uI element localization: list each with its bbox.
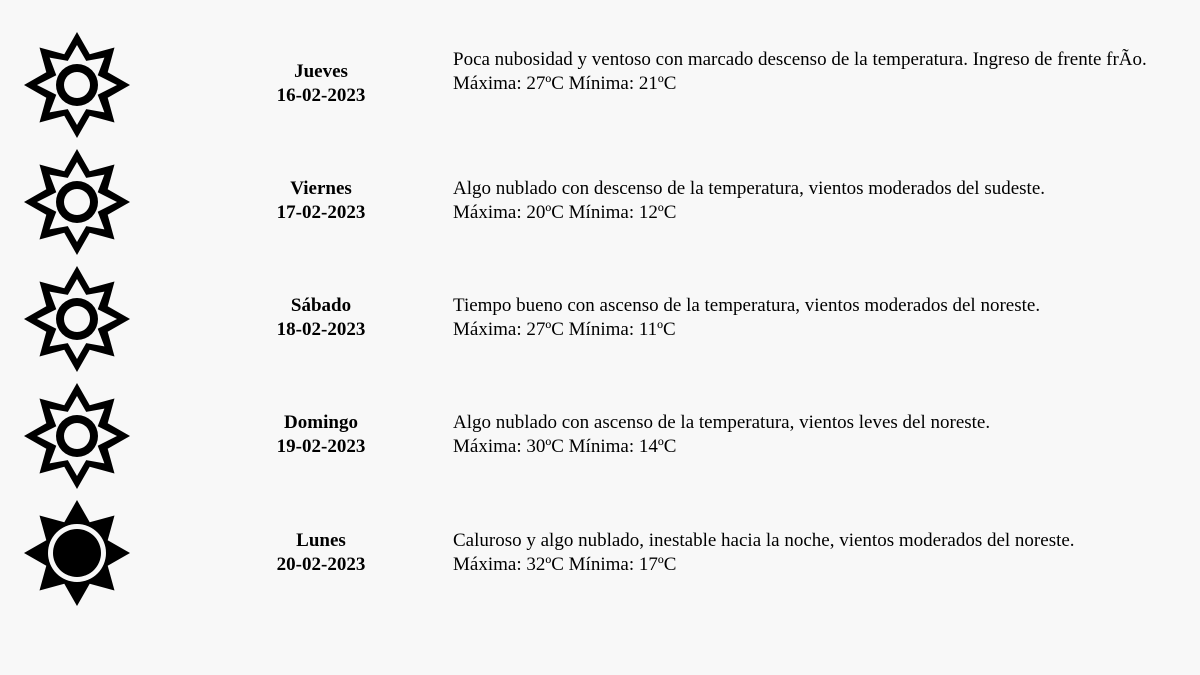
day-date: 16-02-2023	[276, 85, 366, 106]
forecast-day-row	[0, 30, 1200, 147]
day-temperatures: Máxima: 27ºC Mínima: 11ºC	[453, 319, 676, 340]
day-description-block	[453, 177, 1200, 225]
day-name: Sábado	[290, 295, 352, 316]
sun-outline-icon	[22, 381, 132, 491]
day-name: Jueves	[294, 61, 348, 82]
sun-outline-icon	[22, 147, 132, 257]
day-description-block	[453, 411, 1200, 459]
sun-outline-icon	[22, 264, 132, 374]
day-name: Domingo	[284, 412, 358, 433]
day-description: Poca nubosidad y ventoso con marcado descenso de la temperatura. Ingreso de frente frÃo.	[453, 49, 1147, 70]
day-date-block	[240, 411, 402, 459]
forecast-day-row	[0, 147, 1200, 264]
day-date-block	[240, 60, 402, 108]
day-temperatures: Máxima: 32ºC Mínima: 17ºC	[453, 554, 677, 575]
day-date-block	[240, 177, 402, 225]
day-description: Tiempo bueno con ascenso de la temperatura, vientos moderados del noreste.	[453, 295, 1041, 316]
day-temperatures: Máxima: 30ºC Mínima: 14ºC	[453, 436, 677, 457]
day-temperatures: Máxima: 20ºC Mínima: 12ºC	[453, 202, 677, 223]
sun-outline-icon	[22, 30, 132, 140]
sun-filled-icon	[22, 498, 132, 608]
forecast-day-row	[0, 381, 1200, 498]
day-name: Lunes	[296, 530, 346, 551]
day-date: 19-02-2023	[276, 436, 366, 457]
day-description: Algo nublado con ascenso de la temperatura, vientos leves del noreste.	[453, 412, 991, 433]
day-date-block	[240, 529, 402, 577]
day-date-block	[240, 294, 402, 342]
day-date: 20-02-2023	[276, 554, 366, 575]
day-date: 18-02-2023	[276, 319, 366, 340]
day-description-block	[453, 48, 1200, 96]
day-date: 17-02-2023	[276, 202, 366, 223]
day-description-block	[453, 294, 1200, 342]
day-description-block	[453, 529, 1200, 577]
day-description: Algo nublado con descenso de la temperatura, vientos moderados del sudeste.	[453, 178, 1045, 199]
forecast-day-row	[0, 498, 1200, 615]
day-temperatures: Máxima: 27ºC Mínima: 21ºC	[453, 73, 677, 94]
day-description: Caluroso y algo nublado, inestable hacia la noche, vientos moderados del noreste.	[453, 530, 1075, 551]
day-name: Viernes	[290, 178, 352, 199]
forecast-day-row	[0, 264, 1200, 381]
